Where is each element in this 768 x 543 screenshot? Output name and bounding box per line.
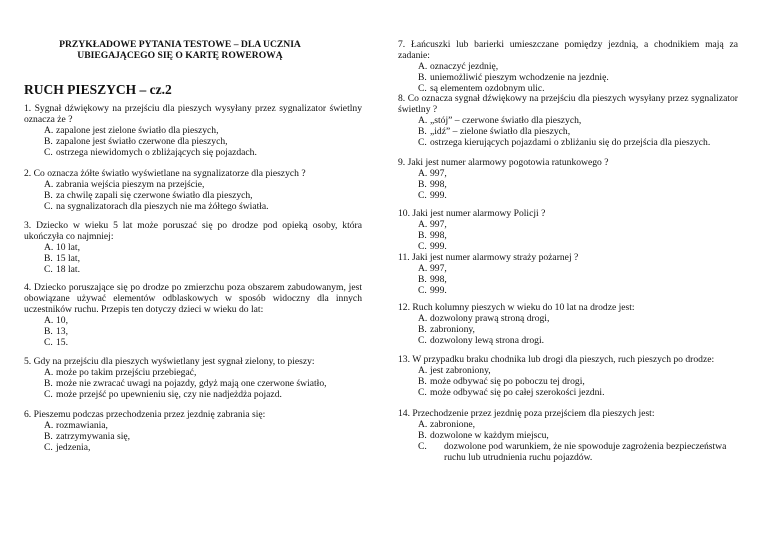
answer-option bbox=[398, 285, 738, 296]
option-text: zabroniony, bbox=[430, 324, 475, 335]
option-text: zabrania wejścia pieszym na przejście, bbox=[56, 179, 205, 190]
option-text: dozwolone w każdym miejscu, bbox=[430, 430, 549, 441]
option-letter: A. bbox=[44, 367, 54, 378]
option-text: oznaczyć jezdnię, bbox=[430, 61, 499, 72]
option-letter: A. bbox=[418, 219, 428, 230]
question-14 bbox=[398, 408, 738, 463]
answer-option bbox=[398, 274, 738, 285]
answer-option bbox=[24, 190, 362, 201]
question-text: 2. Co oznacza żółte światło wyświetlane na sygnalizatorze dla pieszych ? bbox=[24, 168, 306, 179]
answer-option bbox=[24, 337, 362, 348]
option-letter: C. bbox=[418, 241, 427, 252]
answer-option bbox=[24, 264, 362, 275]
answer-option bbox=[398, 190, 738, 201]
option-letter: C. bbox=[418, 137, 427, 148]
option-text: 999. bbox=[430, 190, 447, 201]
answer-option bbox=[398, 230, 738, 241]
option-letter: C. bbox=[418, 285, 427, 296]
option-text: może odbywać się po poboczu tej drogi, bbox=[430, 376, 585, 387]
header-line-1: PRZYKŁADOWE PYTANIA TESTOWE – DLA UCZNIA bbox=[59, 39, 301, 50]
option-text: jest zabroniony, bbox=[430, 365, 491, 376]
option-text: zapalone jest zielone światło dla pieszych, bbox=[56, 125, 219, 136]
option-text: 10 lat, bbox=[56, 242, 80, 253]
option-letter: A. bbox=[418, 419, 428, 430]
option-letter: A. bbox=[418, 365, 428, 376]
question-text: 11. Jaki jest numer alarmowy straży pożarnej ? bbox=[398, 252, 579, 263]
answer-list bbox=[398, 263, 738, 296]
option-letter: C. bbox=[44, 389, 53, 400]
option-letter: A. bbox=[44, 125, 54, 136]
question-text: 7. Łańcuszki lub barierki umieszczane pomiędzy jezdnią, a chodnikiem mają za zadanie: bbox=[398, 39, 738, 61]
option-letter: B. bbox=[418, 179, 427, 190]
option-letter: A. bbox=[418, 115, 428, 126]
option-text: dozwolone pod warunkiem, że nie spowoduje zagrożenia bezpieczeństwa ruchu lub utrudnienia ruchu pojazdów. bbox=[444, 441, 727, 463]
option-letter: A. bbox=[44, 315, 54, 326]
option-letter: C. bbox=[44, 337, 53, 348]
option-letter: B. bbox=[418, 376, 427, 387]
answer-option bbox=[398, 61, 738, 72]
option-text: 15 lat, bbox=[56, 253, 80, 264]
option-letter: B. bbox=[44, 431, 53, 442]
answer-option bbox=[398, 324, 738, 335]
option-text: 999. bbox=[430, 285, 447, 296]
option-letter: B. bbox=[418, 72, 427, 83]
answer-option bbox=[398, 241, 738, 252]
answer-list bbox=[398, 115, 738, 148]
question-text: 13. W przypadku braku chodnika lub drogi dla pieszych, ruch pieszych po drodze: bbox=[398, 354, 715, 365]
option-letter: C. bbox=[418, 441, 427, 452]
answer-option bbox=[398, 179, 738, 190]
answer-list bbox=[398, 61, 738, 94]
option-text: za chwilę zapali się czerwone światło dla pieszych, bbox=[56, 190, 253, 201]
option-text: zabronione, bbox=[430, 419, 476, 430]
question-13 bbox=[398, 354, 738, 398]
question-3 bbox=[24, 220, 362, 275]
option-letter: C. bbox=[418, 83, 427, 94]
question-text: 3. Dziecko w wieku 5 lat może poruszać się po drodze pod opieką osoby, która ukończyła co najmniej: bbox=[24, 220, 362, 242]
option-text: 15. bbox=[56, 337, 68, 348]
option-text: może nie zwracać uwagi na pojazdy, gdyż mają one czerwone światło, bbox=[56, 378, 327, 389]
option-letter: A. bbox=[44, 242, 54, 253]
question-12 bbox=[398, 302, 738, 346]
question-text: 9. Jaki jest numer alarmowy pogotowia ratunkowego ? bbox=[398, 157, 609, 168]
answer-option bbox=[24, 179, 362, 190]
option-text: są elementem ozdobnym ulic. bbox=[430, 83, 545, 94]
answer-option bbox=[398, 263, 738, 274]
option-letter: C. bbox=[418, 335, 427, 346]
answer-list bbox=[398, 219, 738, 252]
question-4 bbox=[24, 282, 362, 348]
option-letter: A. bbox=[418, 168, 428, 179]
option-letter: B. bbox=[44, 136, 53, 147]
question-text: 6. Pieszemu podczas przechodzenia przez jezdnię zabrania się: bbox=[24, 409, 266, 420]
answer-option bbox=[398, 365, 738, 376]
option-letter: A. bbox=[418, 61, 428, 72]
option-letter: B. bbox=[44, 326, 53, 337]
option-letter: B. bbox=[44, 253, 53, 264]
answer-list bbox=[398, 313, 738, 346]
answer-option bbox=[24, 431, 362, 442]
option-letter: A. bbox=[44, 179, 54, 190]
option-letter: B. bbox=[418, 430, 427, 441]
question-text: 5. Gdy na przejściu dla pieszych wyświetlany jest sygnał zielony, to pieszy: bbox=[24, 356, 315, 367]
option-letter: C. bbox=[44, 442, 53, 453]
option-text: uniemożliwić pieszym wchodzenie na jezdnię. bbox=[430, 72, 609, 83]
option-text: 999. bbox=[430, 241, 447, 252]
answer-option bbox=[398, 115, 738, 126]
answer-list bbox=[24, 125, 362, 158]
option-text: 998, bbox=[430, 274, 447, 285]
answer-option bbox=[24, 326, 362, 337]
option-text: dozwolony lewą strona drogi. bbox=[430, 335, 545, 346]
answer-option bbox=[24, 378, 362, 389]
answer-option bbox=[398, 419, 738, 430]
option-letter: B. bbox=[418, 324, 427, 335]
question-text: 1. Sygnał dźwiękowy na przejściu dla pieszych wysyłany przez sygnalizator świetlny oznacza że ? bbox=[24, 103, 362, 125]
option-letter: A. bbox=[418, 313, 428, 324]
answer-option bbox=[24, 367, 362, 378]
option-text: 10, bbox=[56, 315, 68, 326]
option-text: jedzenia, bbox=[56, 442, 91, 453]
option-text: może odbywać się po całej szerokości jezdni. bbox=[430, 387, 605, 398]
answer-option bbox=[398, 137, 738, 148]
option-text: ostrzega kierujących pojazdami o zbliżaniu się do przejścia dla pieszych. bbox=[430, 137, 711, 148]
answer-option bbox=[398, 387, 738, 398]
answer-option bbox=[24, 389, 362, 400]
option-text: 13, bbox=[56, 326, 68, 337]
option-text: dozwolony prawą stroną drogi, bbox=[430, 313, 550, 324]
answer-option bbox=[24, 242, 362, 253]
answer-option bbox=[398, 168, 738, 179]
option-letter: B. bbox=[418, 274, 427, 285]
option-text: może po takim przejściu przebiegać, bbox=[56, 367, 197, 378]
answer-option bbox=[398, 441, 738, 463]
answer-list bbox=[398, 419, 738, 463]
answer-option bbox=[24, 125, 362, 136]
answer-option bbox=[398, 376, 738, 387]
option-letter: B. bbox=[418, 230, 427, 241]
answer-option bbox=[24, 420, 362, 431]
option-text: rozmawiania, bbox=[56, 420, 108, 431]
document-header bbox=[30, 39, 330, 61]
option-letter: C. bbox=[418, 387, 427, 398]
option-letter: B. bbox=[44, 378, 53, 389]
option-letter: A. bbox=[44, 420, 54, 431]
question-11 bbox=[398, 252, 738, 296]
question-1 bbox=[24, 103, 362, 158]
option-letter: C. bbox=[418, 190, 427, 201]
answer-option bbox=[398, 72, 738, 83]
option-text: 997, bbox=[430, 263, 447, 274]
question-text: 10. Jaki jest numer alarmowy Policji ? bbox=[398, 208, 546, 219]
option-letter: A. bbox=[418, 263, 428, 274]
header-line-2: UBIEGAJĄCEGO SIĘ O KARTĘ ROWEROWĄ bbox=[77, 50, 283, 61]
answer-option bbox=[24, 201, 362, 212]
option-text: 997, bbox=[430, 219, 447, 230]
question-6 bbox=[24, 409, 362, 453]
option-letter: B. bbox=[44, 190, 53, 201]
answer-option bbox=[24, 442, 362, 453]
option-text: „idź” – zielone światło dla pieszych, bbox=[430, 126, 571, 137]
option-text: może przejść po upewnieniu się, czy nie nadjeżdża pojazd. bbox=[56, 389, 282, 400]
answer-option bbox=[24, 147, 362, 158]
answer-list bbox=[24, 367, 362, 400]
option-letter: C. bbox=[44, 147, 53, 158]
option-text: zapalone jest światło czerwone dla pieszych, bbox=[56, 136, 228, 147]
option-text: 998, bbox=[430, 230, 447, 241]
option-text: 18 lat. bbox=[56, 264, 80, 275]
option-letter: C. bbox=[44, 201, 53, 212]
question-7 bbox=[398, 39, 738, 94]
question-text: 12. Ruch kolumny pieszych w wieku do 10 lat na drodze jest: bbox=[398, 302, 635, 313]
answer-option bbox=[398, 313, 738, 324]
option-text: „stój” – czerwone światło dla pieszych, bbox=[430, 115, 582, 126]
answer-list bbox=[24, 315, 362, 348]
answer-list bbox=[398, 168, 738, 201]
option-letter: C. bbox=[44, 264, 53, 275]
answer-list bbox=[24, 242, 362, 275]
question-10 bbox=[398, 208, 738, 252]
answer-option bbox=[398, 430, 738, 441]
question-9 bbox=[398, 157, 738, 201]
section-title: RUCH PIESZYCH – cz.2 bbox=[24, 82, 172, 97]
answer-option bbox=[24, 136, 362, 147]
question-text: 14. Przechodzenie przez jezdnię poza przejściem dla pieszych jest: bbox=[398, 408, 655, 419]
answer-list bbox=[24, 179, 362, 212]
question-text: 8. Co oznacza sygnał dźwiękowy na przejściu dla pieszych wysyłany przez sygnalizator świetlny ? bbox=[398, 93, 738, 115]
option-text: ostrzega niewidomych o zbliżających się pojazdach. bbox=[56, 147, 257, 158]
answer-option bbox=[398, 126, 738, 137]
answer-list bbox=[24, 420, 362, 453]
question-text: 4. Dziecko poruszające się po drodze po zmierzchu poza obszarem zabudowanym, jest obowiązane używać elementów odblaskowych w sposób widoczny dla innych uczestników ruchu. Przepis ten dotyczy dzieci w wieku do lat: bbox=[24, 282, 362, 315]
option-text: 997, bbox=[430, 168, 447, 179]
question-2 bbox=[24, 168, 362, 212]
option-letter: B. bbox=[418, 126, 427, 137]
answer-option bbox=[398, 335, 738, 346]
option-text: 998, bbox=[430, 179, 447, 190]
option-text: zatrzymywania się, bbox=[56, 431, 131, 442]
answer-option bbox=[398, 219, 738, 230]
answer-option bbox=[24, 253, 362, 264]
answer-option bbox=[24, 315, 362, 326]
question-8 bbox=[398, 93, 738, 148]
question-5 bbox=[24, 356, 362, 400]
answer-list bbox=[398, 365, 738, 398]
option-text: na sygnalizatorach dla pieszych nie ma żółtego światła. bbox=[56, 201, 269, 212]
